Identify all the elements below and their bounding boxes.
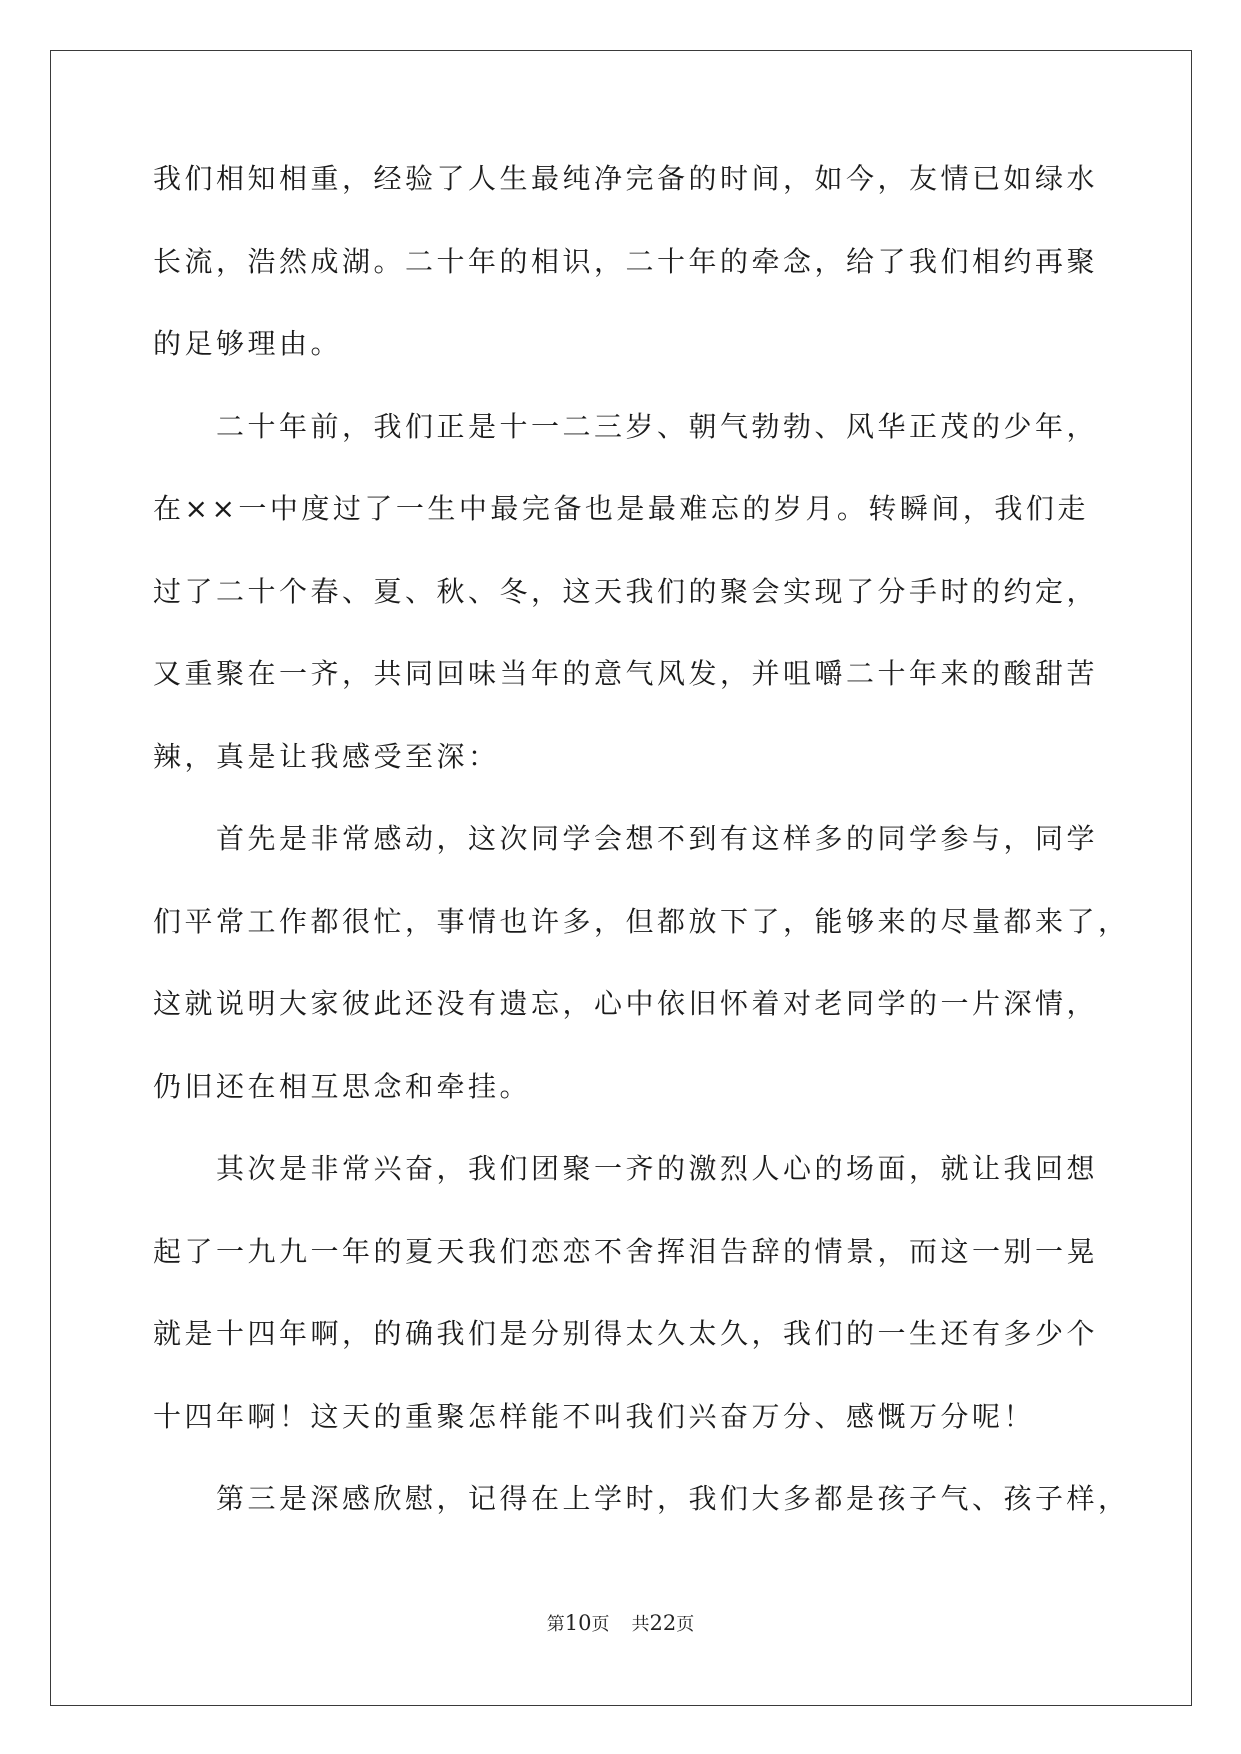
text-line: 过了二十个春、夏、秋、冬，这天我们的聚会实现了分手时的约定，: [153, 574, 1099, 608]
text-line: 辣，真是让我感受至深：: [153, 739, 500, 773]
paragraph: [153, 1149, 1111, 1479]
text-line: 的足够理由。: [153, 327, 343, 360]
text-line: 我们相知相重，经验了人生最纯净完备的时间，如今，友情已如绿水: [153, 162, 1099, 195]
paragraph: [153, 819, 1130, 1149]
text-line: 就是十四年啊，的确我们是分别得太久太久，我们的一生还有多少个: [153, 1317, 1099, 1350]
text-line: 十四年啊！这天的重聚怎样能不叫我们兴奋万分、感慨万分呢！: [153, 1399, 1036, 1433]
paragraph: [153, 159, 1111, 407]
total-label-suffix: 页: [676, 1614, 695, 1635]
total-label-prefix: 共: [631, 1614, 650, 1635]
text-line: 首先是非常感动，这次同学会想不到有这样多的同学参与，同学: [216, 822, 1099, 855]
text-line: 第三是深感欣慰，记得在上学时，我们大多都是孩子气、孩子样，: [216, 1482, 1130, 1515]
text-line: 仍旧还在相互思念和牵挂。: [153, 1069, 532, 1103]
document-body: [153, 159, 1130, 1562]
text-line: 在××一中度过了一生中最完备也是最难忘的岁月。转瞬间，我们走: [153, 492, 1089, 525]
page-label-suffix: 页: [591, 1614, 610, 1635]
text-line: 们平常工作都很忙，事情也许多，但都放下了，能够来的尽量都来了，: [153, 904, 1130, 938]
text-line: 二十年前，我们正是十一二三岁、朝气勃勃、风华正茂的少年，: [216, 409, 1099, 443]
page-footer: [0, 1610, 1241, 1636]
text-line: 又重聚在一齐，共同回味当年的意气风发，并咀嚼二十年来的酸甜苦: [153, 657, 1099, 690]
paragraph: [153, 407, 1111, 820]
text-line: 这就说明大家彼此还没有遗忘，心中依旧怀着对老同学的一片深情，: [153, 987, 1099, 1020]
current-page-number: 10: [564, 1611, 592, 1635]
text-line: 起了一九九一年的夏天我们恋恋不舍挥泪告辞的情景，而这一别一晃: [153, 1234, 1099, 1268]
paragraph: [153, 1479, 1130, 1562]
page-label-prefix: 第: [546, 1614, 565, 1635]
text-line: 其次是非常兴奋，我们团聚一齐的激烈人心的场面，就让我回想: [216, 1152, 1099, 1185]
total-page-number: 22: [649, 1611, 677, 1635]
text-line: 长流，浩然成湖。二十年的相识，二十年的牵念，给了我们相约再聚: [153, 244, 1099, 278]
